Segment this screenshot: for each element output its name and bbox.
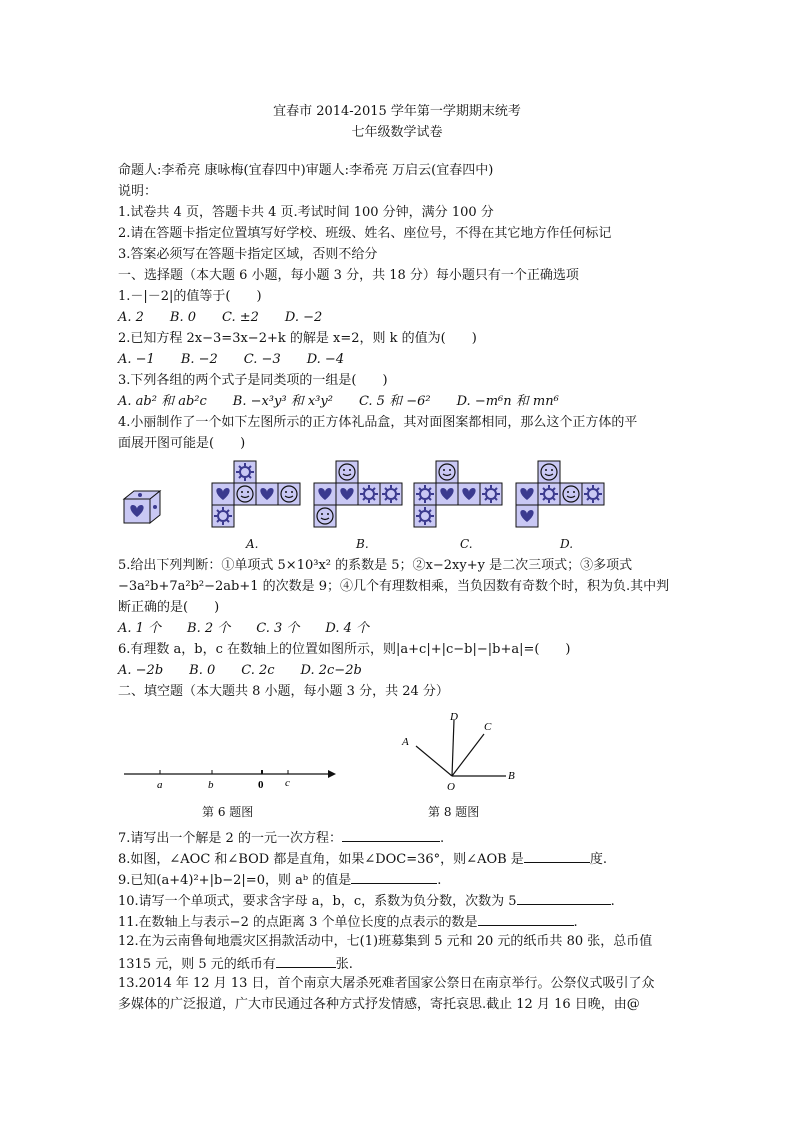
q5-line-3: 断正确的是( ) [118, 600, 220, 615]
q7-answer-blank[interactable] [342, 829, 440, 842]
q7-text: 7.请写出一个解是 2 的一元一次方程： [118, 831, 342, 846]
q10-answer-blank[interactable] [517, 892, 611, 905]
label-b: b [208, 779, 214, 791]
q5-line-2: −3a²b+7a²b²−2ab+1 的次数是 9；④几个有理数相乘，当负因数有奇数个时，积为负.其中判 [118, 579, 670, 594]
label-a: A [402, 736, 409, 748]
q12-post: 张. [335, 957, 353, 972]
q4-label-c: C. [460, 537, 473, 551]
q4-stem-2: 面展开图可能是( ) [118, 436, 246, 451]
q11-answer-blank[interactable] [478, 913, 574, 926]
section1-heading: 一、选择题（本大题 6 小题，每小题 3 分，共 18 分）每小题只有一个正确选项 [118, 268, 579, 283]
q10-post: . [610, 894, 615, 909]
q8 [118, 850, 607, 868]
q9 [118, 871, 441, 889]
q12-text: 1315 元，则 5 元的纸币有 [118, 957, 276, 972]
section2-heading: 二、填空题（本大题共 8 小题，每小题 3 分，共 24 分） [118, 684, 449, 699]
note-2: 2.请在答题卡指定位置填写好学校、班级、姓名、座位号，不得在其它地方作任何标记 [118, 226, 612, 241]
label-c: C [484, 721, 492, 733]
q6-stem: 6.有理数 a，b，c 在数轴上的位置如图所示，则|a+c|+|c−b|−|b+a|=( ) [118, 642, 571, 657]
q4-figure [120, 455, 620, 535]
net-option-d [516, 461, 604, 527]
q4-stem-1: 4.小丽制作了一个如下左图所示的正方体礼品盒，其对面图案都相同，那么这个正方体的平 [118, 415, 638, 430]
q12-line-2 [118, 955, 353, 973]
number-line-figure [120, 760, 340, 794]
authors-line: 命题人:李希亮 康咏梅(宜春四中)审题人:李希亮 万启云(宜春四中) [118, 163, 494, 178]
q3-stem: 3.下列各组的两个式子是同类项的一组是( ) [118, 373, 388, 388]
gift-cube-icon [124, 491, 160, 523]
q13-line-2: 多媒体的广泛报道，广大市民通过各种方式抒发情感，寄托哀思.截止 12 月 16 日晚，由@ [118, 997, 640, 1012]
q8-text: 8.如图，∠AOC 和∠BOD 都是直角，如果∠DOC=36°，则∠AOB 是 [118, 852, 524, 867]
q2-options: A. −1 B. −2 C. −3 D. −4 [118, 352, 345, 367]
q7-post: . [439, 831, 445, 846]
fig8-caption: 第 8 题图 [428, 805, 480, 819]
q8-answer-blank[interactable] [524, 850, 590, 863]
q10-text: 10.请写一个单项式，要求含字母 a，b，c，系数为负分数，次数为 5 [118, 894, 517, 909]
notes-title: 说明： [118, 184, 158, 199]
label-a: a [157, 779, 163, 791]
q13-line-1: 13.2014 年 12 月 13 日，首个南京大屠杀死难者国家公祭日在南京举行。公祭仪式吸引了众 [118, 976, 655, 991]
q3-options: A. ab² 和 ab²c B. −x³y³ 和 x³y² C. 5 和 −6² D. −m⁶n 和 mn⁶ [118, 394, 559, 409]
q5-line-1: 5.给出下列判断：①单项式 5×10³x² 的系数是 5；②x−2xy+y 是二次三项式；③多项式 [118, 558, 633, 573]
q12-line-1: 12.在为云南鲁甸地震灾区捐款活动中，七(1)班募集到 5 元和 20 元的纸币共 80 张，总币值 [118, 934, 653, 949]
fig6-caption: 第 6 题图 [202, 805, 254, 819]
note-3: 3.答案必须写在答题卡指定区域，否则不给分 [118, 247, 378, 262]
label-d: D [450, 711, 458, 723]
q10 [118, 892, 615, 910]
q4-label-b: B. [356, 537, 369, 551]
q9-text: 9.已知(a+4)²+|b−2|=0，则 aᵇ 的值是 [118, 873, 352, 888]
label-o: O [447, 781, 455, 793]
net-option-b [314, 461, 402, 527]
q12-answer-blank[interactable] [276, 955, 336, 968]
q11 [118, 913, 578, 931]
q4-label-a: A. [246, 537, 259, 551]
q9-answer-blank[interactable] [351, 871, 437, 884]
q6-options: A. −2b B. 0 C. 2c D. 2c−2b [118, 663, 362, 678]
q5-options: A. 1 个 B. 2 个 C. 3 个 D. 4 个 [118, 621, 370, 636]
exam-title: 宜春市 2014-2015 学年第一学期期末统考 [273, 104, 521, 119]
note-1: 1.试卷共 4 页，答题卡共 4 页.考试时间 100 分钟，满分 100 分 [118, 205, 494, 220]
exam-subtitle: 七年级数学试卷 [351, 125, 443, 140]
label-b: B [508, 770, 515, 782]
q1-options: A. 2 B. 0 C. ±2 D. −2 [118, 310, 323, 325]
net-option-c [414, 461, 502, 527]
q9-post: . [437, 873, 442, 888]
q2-stem: 2.已知方程 2x−3=3x−2+k 的解是 x=2，则 k 的值为( ) [118, 331, 477, 346]
q1-stem: 1.－|－2|的值等于( ) [118, 289, 262, 304]
q11-post: . [573, 915, 578, 930]
angle-figure [392, 708, 532, 798]
label-zero: 0 [258, 779, 264, 791]
q8-post: 度. [589, 852, 607, 867]
net-option-a [212, 461, 300, 527]
q4-label-d: D. [560, 537, 574, 551]
label-c: c [285, 777, 290, 789]
q7 [118, 829, 444, 847]
q11-text: 11.在数轴上与表示−2 的点距离 3 个单位长度的点表示的数是 [118, 915, 478, 930]
